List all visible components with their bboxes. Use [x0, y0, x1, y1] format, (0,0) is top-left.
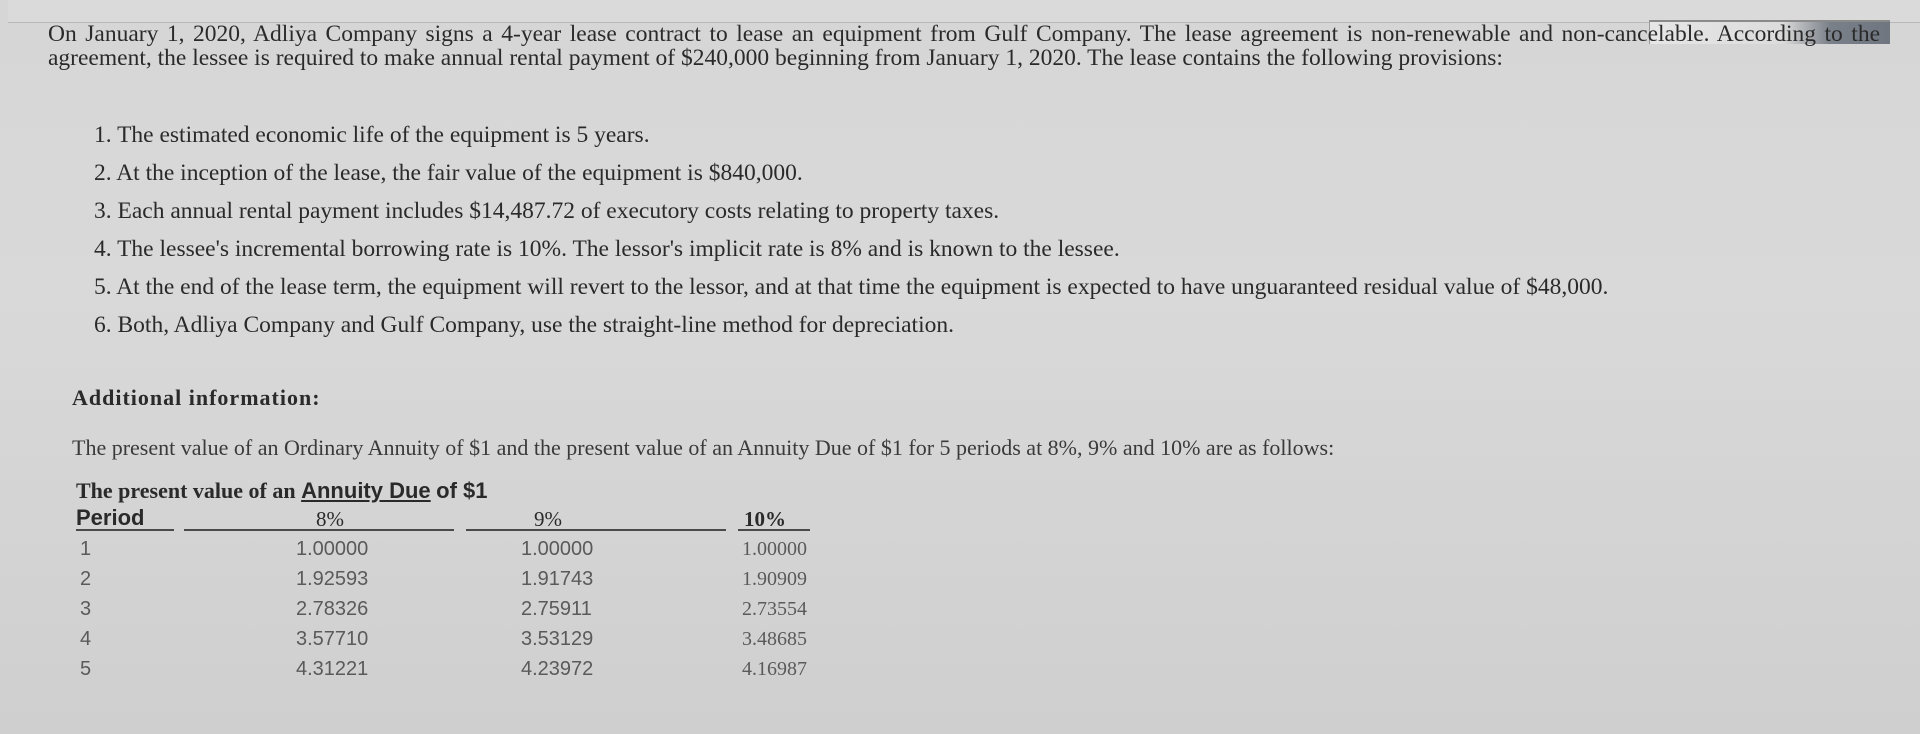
cell-10pct: 1.00000	[742, 538, 807, 560]
header-underline	[466, 529, 726, 531]
present-value-note: The present value of an Ordinary Annuity of $1 and the present value of an Annuity Due of $1 for 5 periods at 8%, 9% and 10% are as follows:	[72, 435, 1335, 460]
cell-8pct: 1.00000	[296, 538, 369, 560]
cell-9pct: 2.75911	[521, 598, 592, 620]
table-row	[76, 535, 846, 565]
table-header-row	[76, 505, 846, 535]
table-row	[76, 655, 846, 685]
annuity-due-table	[76, 505, 846, 685]
cell-9pct: 4.23972	[521, 658, 594, 680]
provision-item: 4. The lessee's incremental borrowing rate is 10%. The lessor's implicit rate is 8% and is known to the lessee.	[94, 236, 1120, 262]
cell-period: 2	[80, 568, 92, 590]
header-period: Period	[76, 505, 145, 530]
cell-8pct: 4.31221	[296, 658, 369, 680]
table-title-suffix: of $1	[436, 478, 488, 503]
header-underline	[738, 529, 810, 531]
additional-info-heading: Additional information:	[72, 385, 321, 410]
cell-period: 1	[80, 538, 92, 560]
cell-10pct: 1.90909	[742, 568, 807, 590]
cell-8pct: 3.57710	[296, 628, 369, 650]
cell-9pct: 1.91743	[521, 568, 594, 590]
provision-item: 1. The estimated economic life of the equipment is 5 years.	[94, 122, 650, 148]
cell-9pct: 3.53129	[521, 628, 594, 650]
cell-10pct: 2.73554	[742, 598, 807, 620]
provisions-list	[94, 121, 1854, 349]
cell-10pct: 4.16987	[742, 658, 807, 680]
header-underline	[76, 529, 174, 531]
table-row	[76, 565, 846, 595]
header-10pct: 10%	[744, 507, 786, 531]
table-title-prefix: The present value of an	[76, 478, 296, 503]
provision-item: 5. At the end of the lease term, the equipment will revert to the lessor, and at that time the equipment is expected to have unguaranteed residual value of $48,000.	[94, 274, 1609, 300]
cell-8pct: 1.92593	[296, 568, 369, 590]
header-9pct: 9%	[534, 507, 562, 531]
provision-item: 2. At the inception of the lease, the fair value of the equipment is $840,000.	[94, 160, 803, 186]
cell-period: 5	[80, 658, 92, 680]
cell-10pct: 3.48685	[742, 628, 807, 650]
header-8pct: 8%	[316, 507, 344, 531]
table-title-underlined: Annuity Due	[301, 478, 431, 503]
cell-8pct: 2.78326	[296, 598, 369, 620]
cell-9pct: 1.00000	[521, 538, 594, 560]
table-title	[76, 478, 488, 504]
intro-paragraph: On January 1, 2020, Adliya Company signs a 4-year lease contract to lease an equipment from Gulf Company. The lease agreement is non-renewable and non-cancelable. According to the agreement, the lessee is required to make annual rental payment of $240,000 beginning from January 1, 2020. The lease contains the following provisions:	[48, 21, 1880, 71]
cell-period: 4	[80, 628, 92, 650]
provision-item: 6. Both, Adliya Company and Gulf Company, use the straight-line method for depreciation.	[94, 312, 954, 338]
table-row	[76, 595, 846, 625]
table-row	[76, 625, 846, 655]
cell-period: 3	[80, 598, 92, 620]
top-border	[8, 0, 1920, 23]
header-underline	[184, 529, 454, 531]
provision-item: 3. Each annual rental payment includes $14,487.72 of executory costs relating to property taxes.	[94, 198, 1000, 224]
